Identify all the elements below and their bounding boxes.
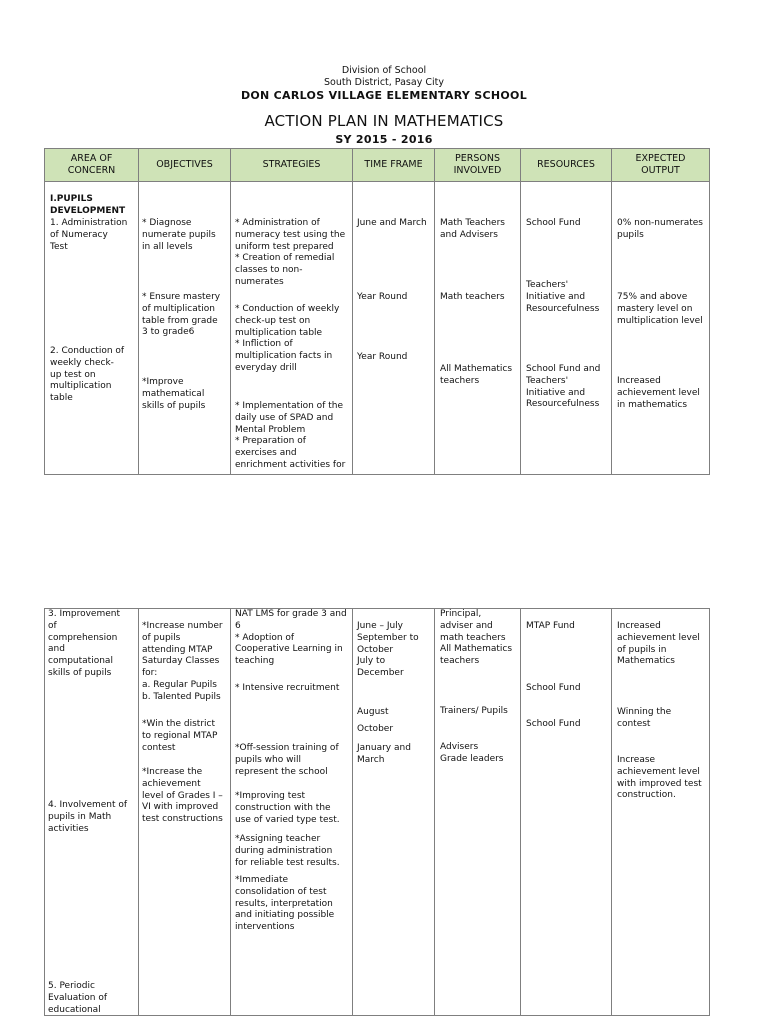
output-item: Winning the contest xyxy=(617,707,672,729)
area-item: 3. Improvement of comprehension and computational skills of pupils xyxy=(48,609,120,678)
strategy-item: *Improving test construction with the use of varied type test. xyxy=(235,791,340,825)
persons-item: Trainers/ Pupils xyxy=(440,706,508,716)
objective-item: *Win the district to regional MTAP contest xyxy=(142,719,218,753)
persons-item: Math Teachers and Advisers xyxy=(440,218,505,240)
objective-item: * Ensure mastery of multiplication table from grade 3 to grade6 xyxy=(142,292,221,338)
objective-item: *Increase the achievement level of Grades I – VI with improved test constructions xyxy=(142,767,223,825)
action-plan-table-1 xyxy=(44,148,710,475)
table-row xyxy=(45,182,710,475)
output-item: Increased achievement level of pupils in Mathematics xyxy=(617,621,700,667)
area-heading: I.PUPILS DEVELOPMENT xyxy=(50,194,126,216)
resources-cell xyxy=(521,609,612,1016)
resources-item: MTAP Fund xyxy=(526,621,575,631)
strategy-item: NAT LMS for grade 3 and 6 * Adoption of Cooperative Learning in teaching xyxy=(235,609,347,667)
area-item: 2. Conduction of weekly check- up test on multiplication table xyxy=(50,346,125,404)
resources-cell xyxy=(521,182,612,475)
objectives-cell xyxy=(139,609,231,1016)
time-frame-cell xyxy=(353,182,435,475)
area-item: 5. Periodic Evaluation of educational xyxy=(48,981,108,1015)
district-line: South District, Pasay City xyxy=(324,77,444,88)
strategy-item: * Intensive recruitment xyxy=(235,683,340,693)
time-frame-item: Year Round xyxy=(357,352,408,362)
division-line: Division of School xyxy=(341,65,427,76)
col-header-output: EXPECTED OUTPUT xyxy=(612,149,710,182)
strategy-item: *Immediate consolidation of test results, interpretation and initiating possible interventions xyxy=(235,875,335,933)
strategy-item: * Conduction of weekly check-up test on multiplication table * Infliction of multiplication facts in everyday drill xyxy=(235,304,340,373)
strategy-item: * Administration of numeracy test using the uniform test prepared * Creation of remedial classes to non- numerates xyxy=(235,218,346,287)
area-cell xyxy=(45,182,139,475)
persons-item: Principal, adviser and math teachers All Mathematics teachers xyxy=(440,609,513,667)
time-frame-item: June and March xyxy=(357,218,427,228)
output-item: Increase achievement level with improved test construction. xyxy=(617,755,702,801)
col-header-persons: PERSONS INVOLVED xyxy=(435,149,521,182)
time-frame-item: August xyxy=(357,707,389,717)
school-year: SY 2015 - 2016 xyxy=(335,133,433,146)
objectives-cell xyxy=(139,182,231,475)
output-cell xyxy=(612,182,710,475)
objective-item: *Increase number of pupils attending MTAP Saturday Classes for: a. Regular Pupils b. Talented Pupils xyxy=(142,621,223,702)
persons-cell xyxy=(435,609,521,1016)
col-header-objectives: OBJECTIVES xyxy=(139,149,231,182)
resources-item: School Fund and Teachers' Initiative and Resourcefulness xyxy=(526,364,601,410)
col-header-strategies: STRATEGIES xyxy=(231,149,353,182)
strategy-item: *Assigning teacher during administration for reliable test results. xyxy=(235,834,340,868)
strategies-cell xyxy=(231,609,353,1016)
area-cell xyxy=(45,609,139,1016)
time-frame-item: June – July September to October July to December xyxy=(357,621,419,679)
objective-item: *Improve mathematical skills of pupils xyxy=(142,377,206,411)
strategy-item: * Implementation of the daily use of SPAD and Mental Problem * Preparation of exercises and enrichment activities for xyxy=(235,401,346,470)
col-header-area: AREA OF CONCERN xyxy=(45,149,139,182)
resources-item: School Fund xyxy=(526,719,581,729)
page-title: ACTION PLAN IN MATHEMATICS xyxy=(264,112,504,130)
resources-item: Teachers' Initiative and Resourcefulness xyxy=(526,280,600,314)
strategies-cell xyxy=(231,182,353,475)
time-frame-item: October xyxy=(357,724,394,734)
area-item: 1. Administration of Numeracy Test xyxy=(50,218,128,252)
output-item: Increased achievement level in mathematics xyxy=(617,376,700,410)
area-item: 4. Involvement of pupils in Math activities xyxy=(48,800,128,834)
persons-item: Advisers Grade leaders xyxy=(440,742,504,764)
header-row xyxy=(45,149,710,182)
objective-item: * Diagnose numerate pupils in all levels xyxy=(142,218,216,252)
output-item: 75% and above mastery level on multiplication level xyxy=(617,292,703,326)
resources-item: School Fund xyxy=(526,683,581,693)
col-header-time-frame: TIME FRAME xyxy=(353,149,435,182)
time-frame-item: January and March xyxy=(357,743,411,765)
output-item: 0% non-numerates pupils xyxy=(617,218,703,240)
table-row xyxy=(45,609,710,1016)
col-header-resources: RESOURCES xyxy=(521,149,612,182)
persons-item: Math teachers xyxy=(440,292,505,302)
resources-item: School Fund xyxy=(526,218,581,228)
persons-item: All Mathematics teachers xyxy=(440,364,513,386)
time-frame-item: Year Round xyxy=(357,292,408,302)
output-cell xyxy=(612,609,710,1016)
strategy-item: *Off-session training of pupils who will represent the school xyxy=(235,743,339,777)
action-plan-table-2 xyxy=(44,608,710,1016)
school-name: DON CARLOS VILLAGE ELEMENTARY SCHOOL xyxy=(240,89,528,102)
persons-cell xyxy=(435,182,521,475)
time-frame-cell xyxy=(353,609,435,1016)
